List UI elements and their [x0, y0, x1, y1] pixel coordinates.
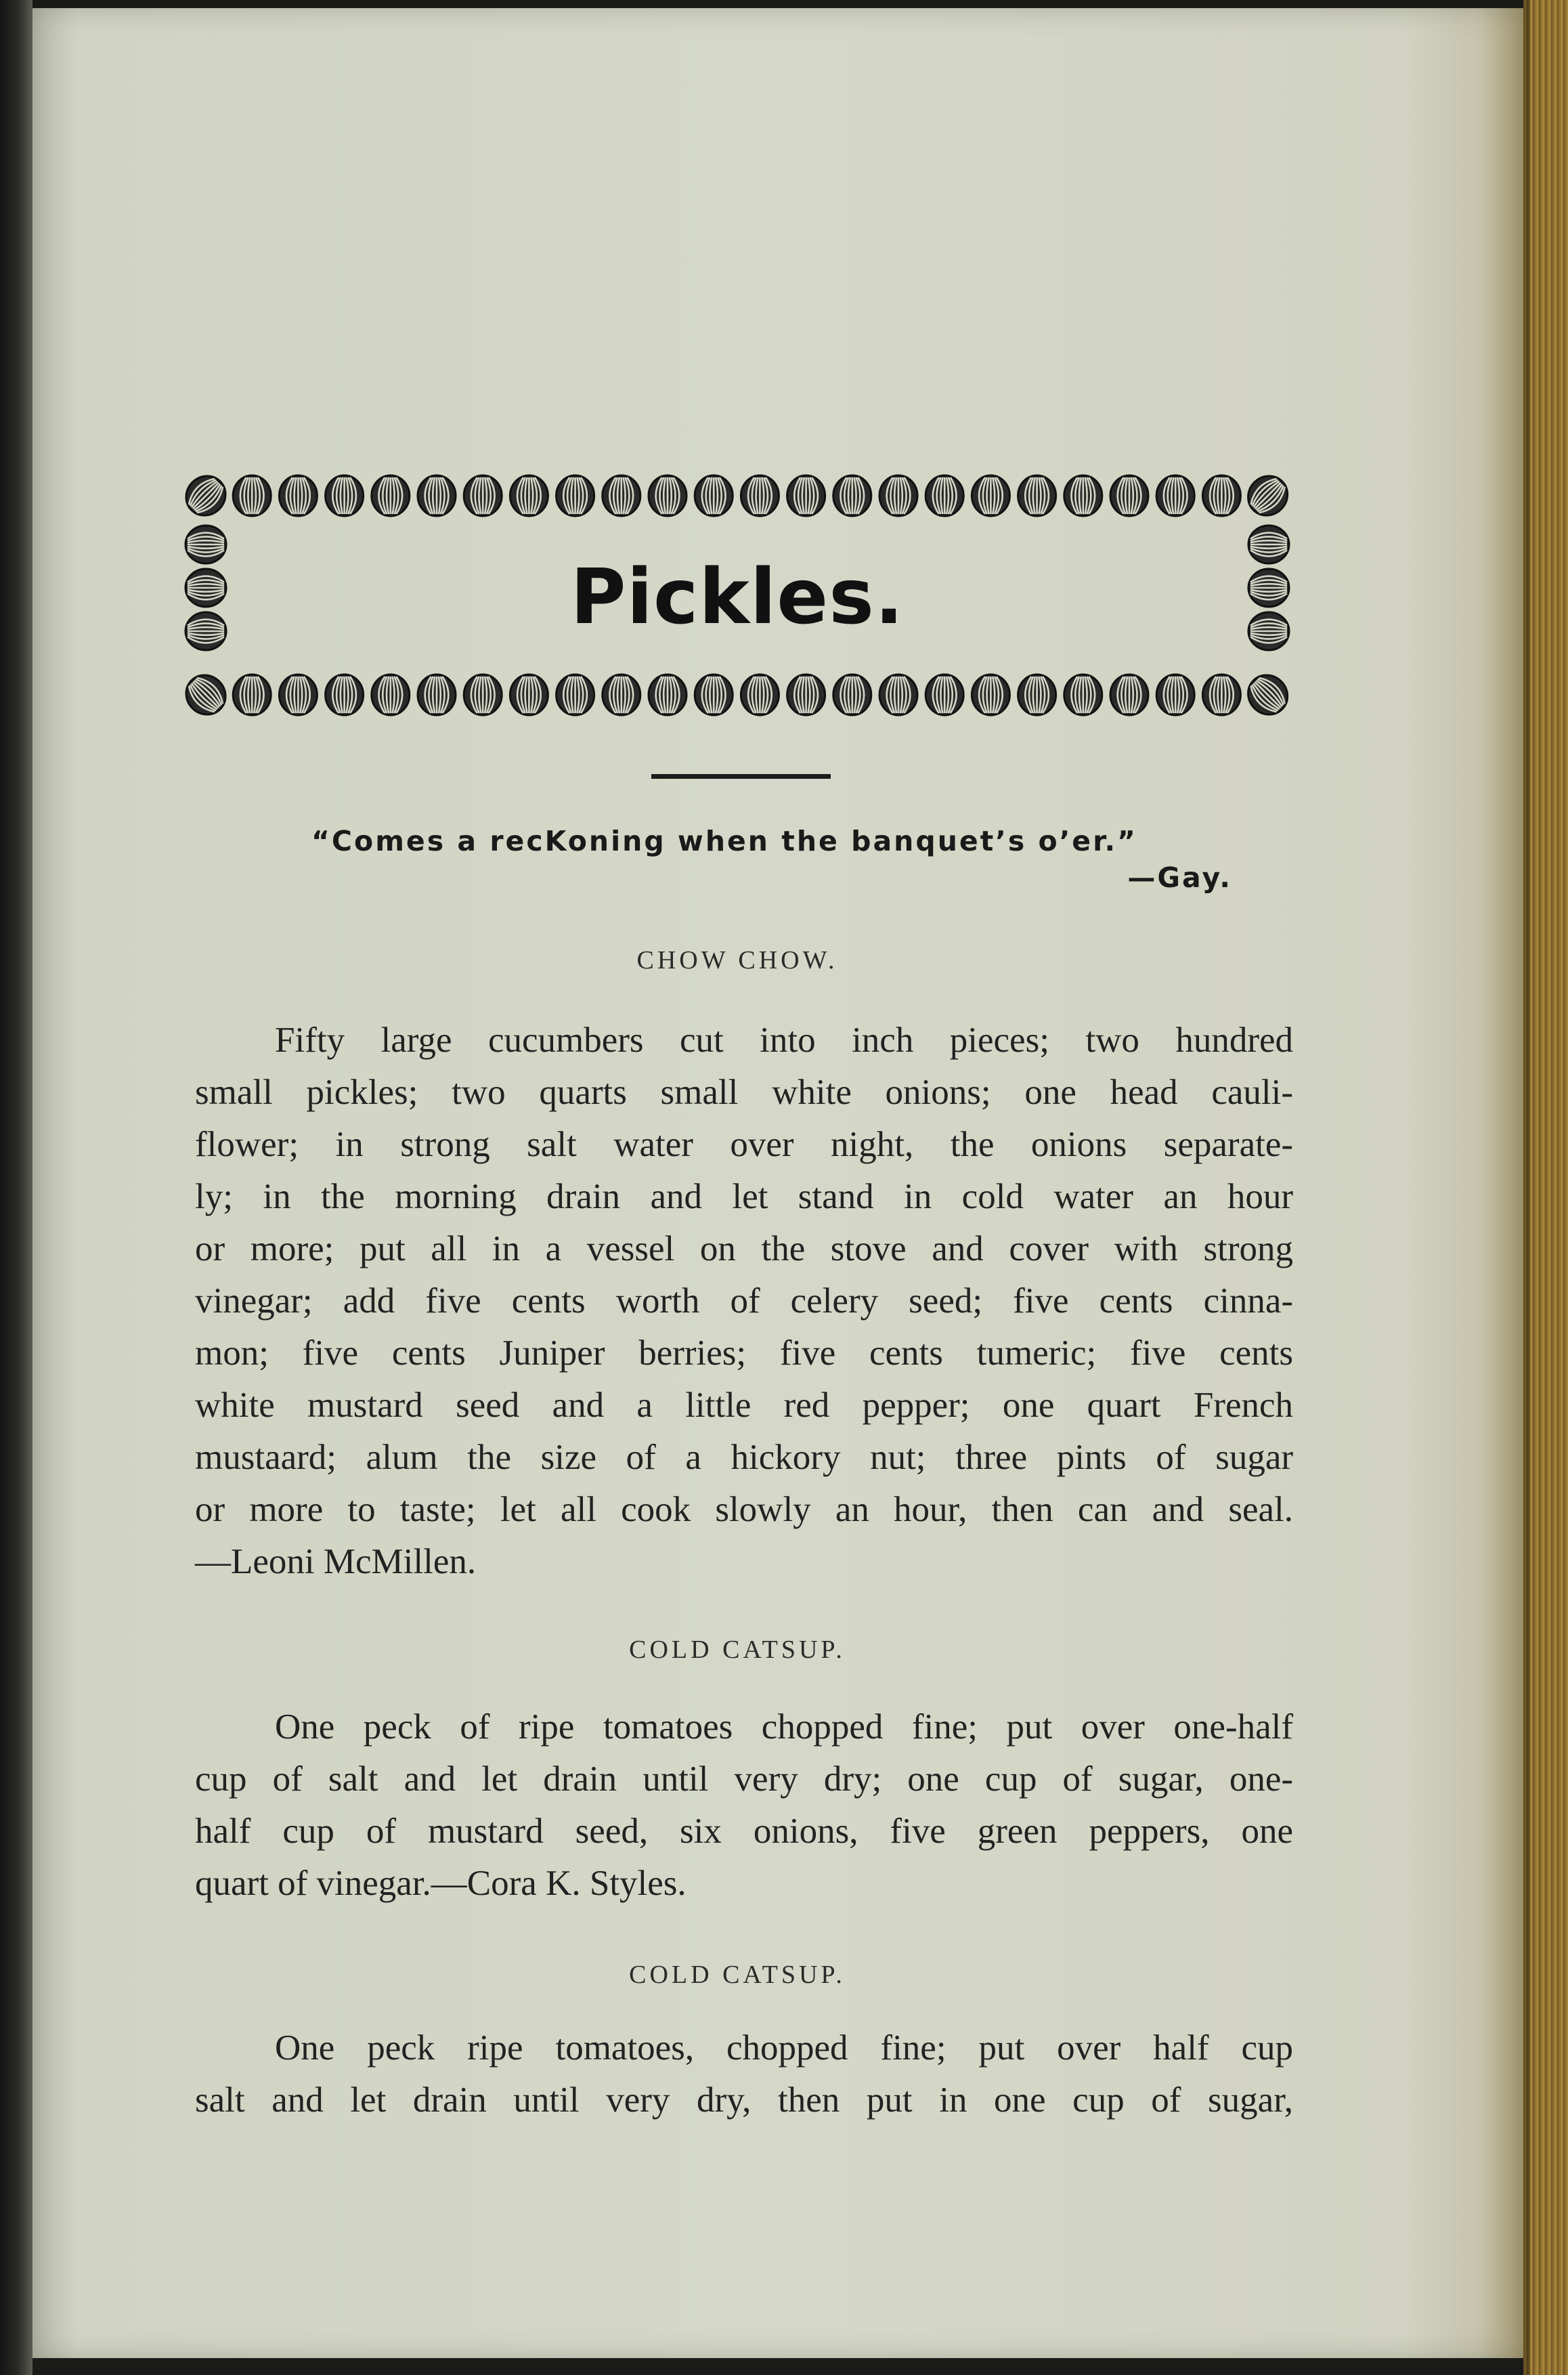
epigraph-quote: “Comes a recKoning when the banquet’s o’er.” [311, 825, 1137, 857]
book-spine-edge [0, 0, 32, 2375]
recipe-line: mon; five cents Juniper berries; five cents tumeric; five cents [195, 1333, 1293, 1373]
recipe-heading-cold-catsup-2: COLD CATSUP. [629, 1961, 846, 1989]
recipe-line: One peck of ripe tomatoes chopped fine; put over one-half [275, 1707, 1293, 1747]
page-gilt-edge [1523, 0, 1568, 2375]
recipe-line: quart of vinegar.—Cora K. Styles. [195, 1864, 687, 1903]
recipe-line: or more; put all in a vessel on the stove and cover with strong [195, 1229, 1293, 1268]
recipe-line: Fifty large cucumbers cut into inch pieces; two hundred [275, 1021, 1293, 1060]
recipe-line: half cup of mustard seed, six onions, five green peppers, one [195, 1812, 1293, 1851]
recipe-line: One peck ripe tomatoes, chopped fine; put over half cup [275, 2028, 1293, 2068]
recipe-line: ly; in the morning drain and let stand in cold water an hour [195, 1177, 1293, 1216]
recipe-line: flower; in strong salt water over night, the onions separate- [195, 1125, 1293, 1164]
recipe-line: salt and let drain until very dry, then put in one cup of sugar, [195, 2080, 1293, 2120]
recipe-line: cup of salt and let drain until very dry; one cup of sugar, one- [195, 1759, 1293, 1799]
title-rule-divider [651, 774, 831, 779]
recipe-body-cold-catsup-1 [195, 1701, 1293, 1910]
page-title: Pickles. [570, 553, 905, 641]
epigraph-author: —Gay. [1127, 861, 1232, 894]
recipe-heading-cold-catsup-1: COLD CATSUP. [629, 1635, 846, 1664]
recipe-attribution: —Leoni McMillen. [195, 1542, 477, 1581]
recipe-body-chow-chow [195, 1014, 1293, 1588]
recipe-line: small pickles; two quarts small white onions; one head cauli- [195, 1073, 1293, 1112]
recipe-line: white mustard seed and a little red pepper; one quart French [195, 1386, 1293, 1425]
recipe-line: or more to taste; let all cook slowly an hour, then can and seal. [195, 1490, 1293, 1529]
recipe-line: vinegar; add five cents worth of celery seed; five cents cinna- [195, 1281, 1293, 1321]
recipe-heading-chow-chow: CHOW CHOW. [636, 946, 838, 975]
recipe-body-cold-catsup-2 [195, 2022, 1293, 2126]
recipe-line: mustaard; alum the size of a hickory nut; three pints of sugar [195, 1438, 1293, 1477]
